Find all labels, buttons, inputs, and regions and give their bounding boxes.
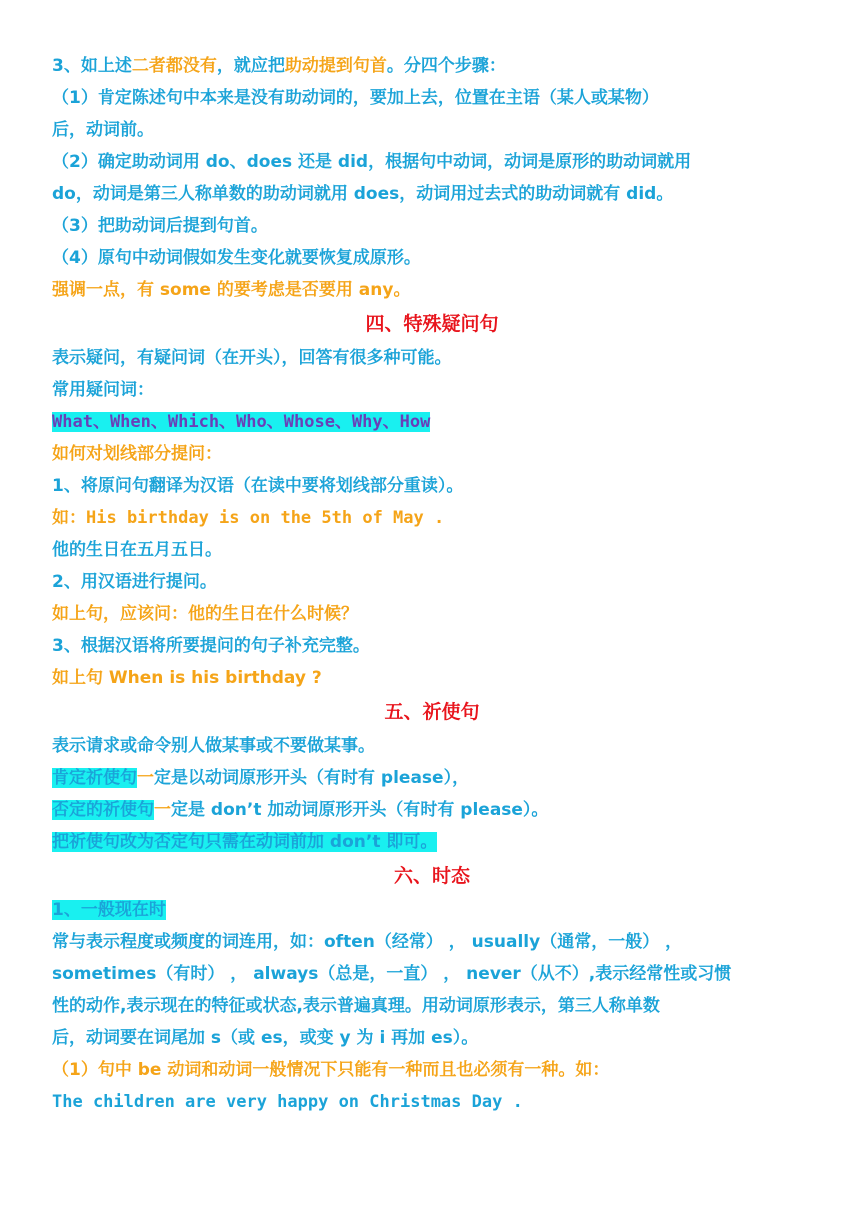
be-verb-rule: （1）句中 be 动词和动词一般情况下只能有一种而且也必须有一种。如： (52, 1060, 610, 1080)
text-segment-emphasis: 一 (154, 800, 171, 820)
step-4-line: （4）原句中动词假如发生变化就要恢复成原形。 (52, 248, 421, 268)
example-sentence: 如：His birthday is on the 5th of May . (52, 508, 445, 528)
example-question-cn: 如上句，应该问：他的生日在什么时候？ (52, 604, 358, 624)
section-heading-special-questions: 四、特殊疑问句 (365, 313, 499, 335)
present-simple-highlight: 1、一般现在时 (52, 900, 166, 920)
text-segment: 定是 don’t 加动词原形开头（有时有 please）。 (171, 800, 549, 820)
present-simple-desc-1: 常与表示程度或频度的词连用，如：often（经常） ， usually（通常，一般） ， (52, 932, 683, 952)
question-words-line (52, 406, 812, 438)
step-1-line: （1）肯定陈述句中本来是没有助动词的，要加上去，位置在主语（某人或某物） (52, 88, 659, 108)
step-1-cont-line: 后，动词前。 (52, 120, 154, 140)
text-segment-emphasis: 一 (137, 768, 154, 788)
text-segment: ，就应把 (216, 56, 285, 76)
emphasis-note-line: 强调一点，有 some 的要考虑是否要用 any。 (52, 280, 411, 300)
example-question-en: 如上句 When is his birthday ? (52, 668, 322, 688)
section-heading-tenses: 六、时态 (393, 865, 470, 887)
text-segment: 。分四个步骤： (386, 56, 506, 76)
present-simple-desc-3: 性的动作,表示现在的特征或状态,表示普遍真理。用动词原形表示，第三人称单数 (52, 996, 660, 1016)
text-segment-emphasis: 二者都没有 (131, 56, 217, 76)
positive-imperative-highlight: 肯定祈使句 (52, 768, 137, 788)
negative-conversion-line (52, 826, 812, 858)
ask-step-1: 1、将原问句翻译为汉语（在读中要将划线部分重读）。 (52, 476, 464, 496)
positive-imperative-line (52, 762, 812, 794)
section-heading-imperative: 五、祈使句 (384, 701, 480, 723)
special-question-desc: 表示疑问，有疑问词（在开头），回答有很多种可能。 (52, 348, 452, 368)
ask-step-2: 2、用汉语进行提问。 (52, 572, 217, 592)
negative-conversion-highlight: 把祈使句改为否定句只需在动词前加 don’t 即可。 (52, 832, 438, 852)
text-segment-emphasis: 助动提到句首 (284, 56, 387, 76)
imperative-desc: 表示请求或命令别人做某事或不要做某事。 (52, 736, 375, 756)
step-2-cont-line: do，动词是第三人称单数的助动词就用 does，动词用过去式的助动词就有 did。 (52, 184, 674, 204)
present-simple-desc-4: 后，动词要在词尾加 s（或 es，或变 y 为 i 再加 es）。 (52, 1028, 479, 1048)
present-simple-title-line (52, 894, 812, 926)
ask-step-3: 3、根据汉语将所要提问的句子补充完整。 (52, 636, 370, 656)
example-christmas: The children are very happy on Christmas Day . (52, 1092, 523, 1112)
step-3-line: （3）把助动词后提到句首。 (52, 216, 268, 236)
present-simple-desc-2: sometimes（有时） ， always（总是，一直） ， never（从不）,表示经常性或习惯 (52, 964, 732, 984)
negative-imperative-highlight: 否定的祈使句 (52, 800, 154, 820)
question-words-highlight: What、When、Which、Who、Whose、Why、How (52, 412, 431, 432)
example-translation: 他的生日在五月五日。 (52, 540, 222, 560)
step-2-line: （2）确定助动词用 do、does 还是 did，根据句中动词，动词是原形的助动词就用 (52, 152, 692, 172)
step-intro-line (52, 50, 812, 82)
negative-imperative-line (52, 794, 812, 826)
how-to-ask-label: 如何对划线部分提问： (52, 444, 222, 464)
text-segment: 定是以动词原形开头（有时有 please）， (154, 768, 470, 788)
document-page (52, 50, 812, 1118)
text-segment: 3、如上述 (52, 56, 132, 76)
question-words-label: 常用疑问词： (52, 380, 154, 400)
